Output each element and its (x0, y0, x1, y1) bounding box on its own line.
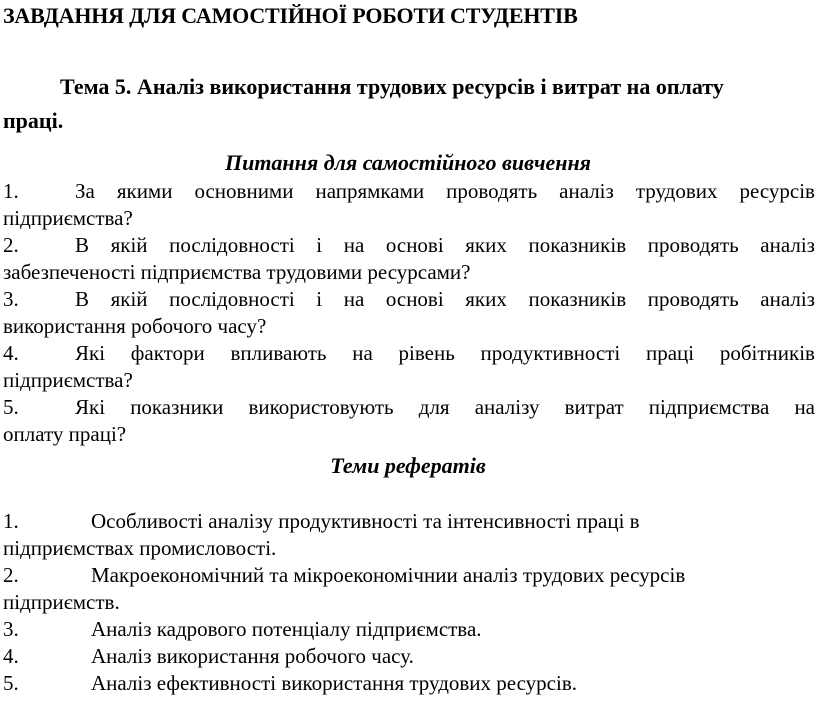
question-word: В (75, 287, 90, 311)
essay-line-1: Макроекономічний та мікроекономічнии аналіз трудових ресурсів (91, 563, 686, 587)
essay-item (3, 508, 815, 562)
topic-line-2: праці. (3, 108, 64, 133)
question-number: 3. (3, 287, 19, 311)
essays-heading: Теми рефератів (330, 453, 486, 478)
essay-line-1: Аналіз ефективності використання трудових ресурсів. (91, 671, 577, 695)
question-line-2: підприємства? (3, 206, 133, 230)
questions-heading: Питання для самостійного вивчення (224, 150, 592, 175)
question-line-1 (3, 340, 815, 367)
question-word: використовують (248, 395, 394, 419)
question-word: послідовності (169, 287, 295, 311)
essay-line-1: Особливості аналізу продуктивності та інтенсивності праці в (91, 509, 640, 533)
question-word: якій (110, 287, 148, 311)
question-word: рівень (398, 341, 455, 365)
question-word: аналіз (559, 179, 614, 203)
question-word: яких (465, 233, 507, 257)
question-word: послідовності (169, 233, 295, 257)
essay-line-2: підприємств. (3, 590, 120, 614)
question-word: і (316, 233, 323, 257)
essay-item (3, 643, 815, 670)
question-word: впливають (230, 341, 327, 365)
question-word: витрат (564, 395, 624, 419)
question-word: робітників (719, 341, 815, 365)
question-word: напрямками (315, 179, 425, 203)
essay-item (3, 670, 815, 697)
essay-line-1: Аналіз кадрового потенціалу підприємства. (91, 617, 482, 641)
question-word: якій (110, 233, 148, 257)
essay-line-1: Аналіз використання робочого часу. (91, 644, 414, 668)
question-word: для (418, 395, 450, 419)
essay-number: 2. (3, 563, 19, 587)
question-word: основі (385, 233, 444, 257)
question-word: проводять (446, 179, 538, 203)
question-item (3, 232, 815, 286)
question-word: на (794, 395, 815, 419)
question-word: аналізу (474, 395, 540, 419)
page-title: ЗАВДАННЯ ДЛЯ САМОСТІЙНОЇ РОБОТИ СТУДЕНТІВ (3, 3, 578, 28)
question-word: основними (194, 179, 294, 203)
question-word: аналіз (760, 287, 815, 311)
essay-item (3, 562, 815, 616)
topic-heading (3, 70, 803, 138)
question-line-1 (3, 286, 815, 313)
essay-item (3, 616, 815, 643)
question-word: Які (75, 395, 106, 419)
topic-line-1: Тема 5. Аналіз використання трудових ресурсів і витрат на оплату (60, 74, 724, 99)
question-number: 2. (3, 233, 19, 257)
question-line-1 (3, 394, 815, 421)
question-line-1 (3, 232, 815, 259)
essay-number: 5. (3, 671, 19, 695)
question-word: показників (528, 233, 627, 257)
question-number: 4. (3, 341, 19, 365)
question-line-2: використання робочого часу? (3, 314, 267, 338)
question-word: на (343, 233, 365, 257)
questions-list (3, 178, 815, 448)
essay-number: 3. (3, 617, 19, 641)
question-item (3, 394, 815, 448)
question-word: За (75, 179, 95, 203)
question-number: 1. (3, 179, 19, 203)
question-word: аналіз (760, 233, 815, 257)
question-line-2: оплату праці? (3, 422, 127, 446)
question-word: праці (645, 341, 695, 365)
question-line-2: підприємства? (3, 368, 133, 392)
essays-list (3, 508, 815, 697)
question-line-2: забезпеченості підприємства трудовими ресурсами? (3, 260, 471, 284)
question-word: ресурсів (739, 179, 815, 203)
question-item (3, 286, 815, 340)
question-word: проводять (647, 287, 739, 311)
question-line-1 (3, 178, 815, 205)
question-word: В (75, 233, 90, 257)
question-word: на (343, 287, 365, 311)
essay-number: 4. (3, 644, 19, 668)
question-number: 5. (3, 395, 19, 419)
question-lead (3, 178, 95, 205)
question-word: якими (116, 179, 173, 203)
essay-line-2: підприємствах промисловості. (3, 536, 277, 560)
question-lead (3, 286, 89, 313)
question-item (3, 340, 815, 394)
question-word: трудових (635, 179, 718, 203)
question-word: Які (75, 341, 106, 365)
question-word: фактори (130, 341, 205, 365)
essay-number: 1. (3, 509, 19, 533)
question-word: підприємства (648, 395, 770, 419)
question-lead (3, 340, 105, 367)
question-word: основі (385, 287, 444, 311)
question-word: проводять (647, 233, 739, 257)
question-lead (3, 232, 89, 259)
question-item (3, 178, 815, 232)
question-word: показники (130, 395, 224, 419)
question-word: яких (465, 287, 507, 311)
question-word: продуктивності (480, 341, 621, 365)
question-lead (3, 394, 105, 421)
question-word: на (352, 341, 373, 365)
question-word: показників (528, 287, 627, 311)
question-word: і (316, 287, 323, 311)
